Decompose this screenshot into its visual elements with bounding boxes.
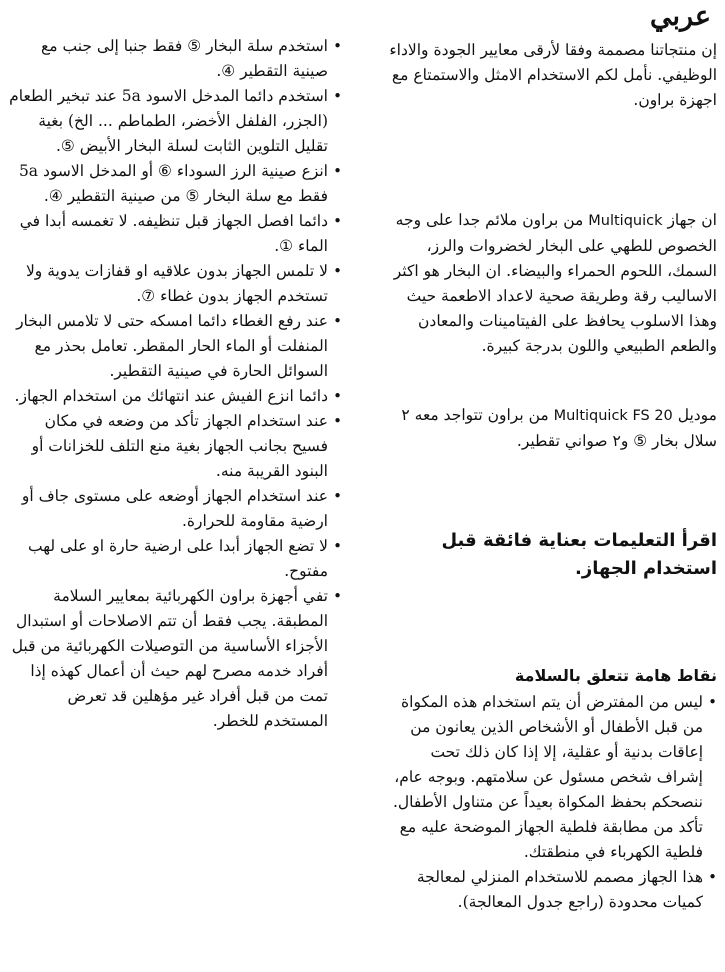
safety-heading: نقاط هامة تتعلق بالسلامة — [514, 666, 717, 685]
instructions-list — [4, 34, 342, 734]
description-text-before: ان جهاز — [662, 211, 717, 229]
model-text-before: موديل — [672, 406, 717, 424]
read-instructions-heading: اقرأ التعليمات بعناية فائقة قبل استخدام الجهاز. — [441, 530, 717, 579]
left-column — [4, 0, 342, 972]
safety-list — [382, 690, 717, 915]
list-item: • لا تضع الجهاز أبدا على ارضية حارة او على لهب مفتوح. — [4, 534, 342, 584]
model-name: Multiquick FS 20 — [553, 408, 673, 424]
model-paragraph — [382, 403, 717, 454]
list-item: • دائما افصل الجهاز قبل تنظيفه. لا تغمسه أبدا في الماء ①. — [4, 209, 342, 259]
list-item: • ليس من المفترض أن يتم استخدام هذه المكواة من قبل الأطفال أو الأشخاص الذين يعانون من إعاقات بدنية أو عقلية، إلا إذا كان ذلك تحت إشراف شخص مسئول عن سلامتهم. وبوجه عام، ننصحكم بحفظ المكواة بعيداً عن متناول الأطفال. تأكد من مطابقة فلطية الجهاز الموضحة عليه مع فلطية الكهرباء في منطقتك. — [382, 690, 717, 865]
list-item: • تفي أجهزة براون الكهربائية بمعايير السلامة المطبقة. يجب فقط أن تتم الاصلاحات أو استبدال الأجزاء الأساسية من التوصيلات الكهربائية من قبل أفراد خدمه مصرح لهم حيث أن أعمال كهذه إذا تمت من قبل أفراد غير مؤهلين قد تعرض المستخدم للخطر. — [4, 584, 342, 734]
description-text-after: من براون ملائم جدا على وجه الخصوص للطهي على البخار لخضروات والرز، السمك، اللحوم الحمراء والبيضاء. ان البخار هو اكثر الاساليب رقة وطريقة صحية لاعداد الاطعمة حيث وهذا الاسلوب يحافظ على الفيتامينات والمعادن والطعم الطبيعي واللون بدرجة كبيرة. — [393, 211, 717, 355]
list-item: • استخدم سلة البخار ⑤ فقط جنبا إلى جنب مع صينية التقطير ④. — [4, 34, 342, 84]
description-paragraph — [382, 208, 717, 359]
brand-name: Multiquick — [588, 213, 663, 229]
list-item: • دائما انزع الفيش عند انتهائك من استخدام الجهاز. — [4, 384, 342, 409]
list-item: • انزع صينية الرز السوداء ⑥ أو المدخل الاسود 5a فقط مع سلة البخار ⑤ من صينية التقطير ④. — [4, 159, 342, 209]
list-item: • لا تلمس الجهاز بدون علاقيه او قفازات يدوية ولا تستخدم الجهاز بدون غطاء ⑦. — [4, 259, 342, 309]
list-item: • عند استخدام الجهاز تأكد من وضعه في مكان فسيح بجانب الجهاز بغية منع التلف للخزانات أو البنود القريبة منه. — [4, 409, 342, 484]
model-text-after: من براون تتواجد معه ٢ سلال بخار ⑤ و٢ صواني تقطير. — [401, 406, 717, 450]
list-item: • هذا الجهاز مصمم للاستخدام المنزلي لمعالجة كميات محدودة (راجع جدول المعالجة). — [382, 865, 717, 915]
list-item: • استخدم دائما المدخل الاسود 5a عند تبخير الطعام (الجزر، الفلفل الأخضر، الطماطم ... الخ) بغية تقليل التلوين الثابت لسلة البخار الأبيض ⑤. — [4, 84, 342, 159]
language-title: عربي — [649, 1, 711, 32]
right-column — [382, 0, 717, 972]
intro-paragraph: إن منتجاتنا مصممة وفقا لأرقى معايير الجودة والاداء الوظيفي. نأمل لكم الاستخدام الامثل والاستمتاع مع اجهزة براون. — [389, 41, 717, 109]
list-item: • عند استخدام الجهاز أوضعه على مستوى جاف أو ارضية مقاومة للحرارة. — [4, 484, 342, 534]
list-item: • عند رفع الغطاء دائما امسكه حتى لا تلامس البخار المنفلت أو الماء الحار المقطر. تعامل بحذر مع السوائل الحارة في صينية التقطير. — [4, 309, 342, 384]
